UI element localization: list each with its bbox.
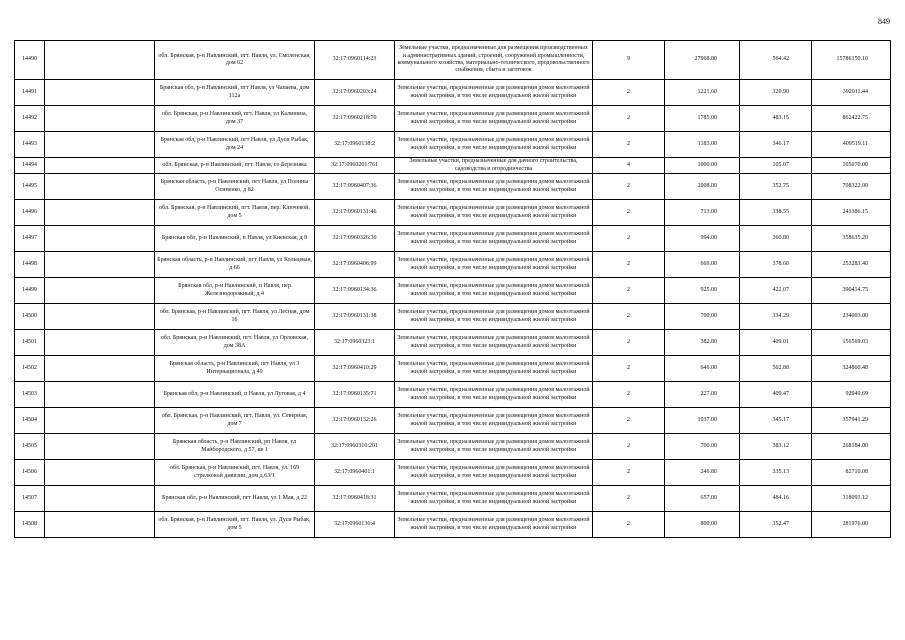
area-cell: 1221.60 [665, 80, 740, 106]
table-row [15, 252, 891, 278]
unit-value-cell: 352.47 [740, 512, 812, 538]
address-cell: Брянская область, р-н Навлинский, пгт Навля, ул Кольцевая, д 66 [155, 252, 315, 278]
cadastral-number-cell: 32:17:0960134:36 [315, 278, 395, 304]
row-id: 14490 [15, 41, 45, 80]
land-use-cell: Земельные участки, предназначенные для размещения домов малоэтажной жилой застройки, в том числе индивидуальной жилой застройки [395, 106, 593, 132]
table-row [15, 460, 891, 486]
table-row [15, 200, 891, 226]
table-row [15, 132, 891, 158]
use-group-cell: 2 [593, 460, 665, 486]
blank-cell [45, 252, 155, 278]
land-use-cell: Земельные участки, предназначенные для размещения домов малоэтажной жилой застройки, в том числе индивидуальной жилой застройки [395, 304, 593, 330]
cadastral-value-cell: 253283.40 [812, 252, 891, 278]
unit-value-cell: 422.07 [740, 278, 812, 304]
row-id: 14493 [15, 132, 45, 158]
area-cell: 925.00 [665, 278, 740, 304]
cadastral-number-cell: 32:17:0960418:31 [315, 486, 395, 512]
cadastral-value-cell: 92949.69 [812, 382, 891, 408]
cadastral-number-cell: 32:17:0960138:2 [315, 132, 395, 158]
table-row [15, 106, 891, 132]
land-use-cell: Земельные участки, предназначенные для размещения домов малоэтажной жилой застройки, в том числе индивидуальной жилой застройки [395, 200, 593, 226]
address-cell: Брянская область, р-н Навлинский, пгт Навля, ул 3 Интернационала, д 49 [155, 356, 315, 382]
land-use-cell: Земельные участки, предназначенные для размещения домов малоэтажной жилой застройки, в том числе индивидуальной жилой застройки [395, 356, 593, 382]
area-cell: 27968.80 [665, 41, 740, 80]
row-id: 14499 [15, 278, 45, 304]
area-cell: 227.00 [665, 382, 740, 408]
address-cell: обл. Брянская, р-н Навлинский, пгт. Навля, ул Орловская, дом 38А [155, 330, 315, 356]
cadastral-value-cell: 105070.00 [812, 158, 891, 174]
use-group-cell: 2 [593, 408, 665, 434]
cadastral-number-cell: 32:17:0960410:29 [315, 356, 395, 382]
area-cell: 1183.00 [665, 132, 740, 158]
address-cell: Брянская обл, р-н Навлинский, п Навля, ул Луговая, д 4 [155, 382, 315, 408]
cadastral-number-cell: 32:17:0960131:46 [315, 200, 395, 226]
cadastral-number-cell: 32:17:0960323:1 [315, 330, 395, 356]
cadastral-number-cell: 32:17:0960406:99 [315, 252, 395, 278]
use-group-cell: 2 [593, 106, 665, 132]
blank-cell [45, 132, 155, 158]
table-row [15, 330, 891, 356]
unit-value-cell: 484.16 [740, 486, 812, 512]
address-cell: Брянская обл, р-н Навлинский, пгт Навля, ул Дуси Рыбак, дом 24 [155, 132, 315, 158]
row-id: 14506 [15, 460, 45, 486]
land-use-cell: Земельные участки, предназначенные для размещения домов малоэтажной жилой застройки, в том числе индивидуальной жилой застройки [395, 486, 593, 512]
table-row [15, 512, 891, 538]
blank-cell [45, 200, 155, 226]
use-group-cell: 2 [593, 304, 665, 330]
cadastral-value-cell: 324860.48 [812, 356, 891, 382]
address-cell: обл. Брянская, р-н Навлинский, пгт. Навля, ул. Дуси Рыбак, дом 5 [155, 512, 315, 538]
cadastral-number-cell: 32:17:0960136:4 [315, 512, 395, 538]
row-id: 14507 [15, 486, 45, 512]
cadastral-number-cell: 32:17:0960135:71 [315, 382, 395, 408]
use-group-cell: 2 [593, 80, 665, 106]
blank-cell [45, 356, 155, 382]
table-row [15, 158, 891, 174]
cadastral-value-cell: 708322.00 [812, 174, 891, 200]
use-group-cell: 9 [593, 41, 665, 80]
cadastral-number-cell: 32:17:0960203:24 [315, 80, 395, 106]
address-cell: Брянская обл, р-н Навлинский, п Навля, пер Железнодорожный, д 4 [155, 278, 315, 304]
unit-value-cell: 320.90 [740, 80, 812, 106]
address-cell: обл. Брянская, р-н Навлинский, пгт. Навля, ул Лесная, дом 16 [155, 304, 315, 330]
area-cell: 994.00 [665, 226, 740, 252]
unit-value-cell: 334.29 [740, 304, 812, 330]
use-group-cell: 2 [593, 486, 665, 512]
blank-cell [45, 330, 155, 356]
use-group-cell: 2 [593, 382, 665, 408]
cadastral-value-cell: 318093.12 [812, 486, 891, 512]
table-row [15, 278, 891, 304]
use-group-cell: 4 [593, 158, 665, 174]
row-id: 14491 [15, 80, 45, 106]
table-row [15, 304, 891, 330]
blank-cell [45, 226, 155, 252]
address-cell: обл. Брянская, р-н Навлинский, пгт. Навля, ул Калинина, дом 37 [155, 106, 315, 132]
cadastral-number-cell: 32:17:0960407:36 [315, 174, 395, 200]
cadastral-number-cell: 32:17:0960114:23 [315, 41, 395, 80]
row-id: 14497 [15, 226, 45, 252]
blank-cell [45, 382, 155, 408]
unit-value-cell: 360.80 [740, 226, 812, 252]
land-use-cell: Земельные участки, предназначенные для размещения домов малоэтажной жилой застройки, в том числе индивидуальной жилой застройки [395, 278, 593, 304]
cadastral-value-cell: 862422.75 [812, 106, 891, 132]
unit-value-cell: 105.07 [740, 158, 812, 174]
row-id: 14492 [15, 106, 45, 132]
table-row [15, 382, 891, 408]
cadastral-value-cell: 357941.29 [812, 408, 891, 434]
address-cell: Брянская обл, р-н Навлинский, п Навля, ул Киевская, д 8 [155, 226, 315, 252]
row-id: 14508 [15, 512, 45, 538]
cadastral-number-cell: 32:17:0960401:1 [315, 460, 395, 486]
unit-value-cell: 378.60 [740, 252, 812, 278]
cadastral-number-cell: 32:17:0960131:38 [315, 304, 395, 330]
blank-cell [45, 512, 155, 538]
land-use-cell: Земельные участки, предназначенные для размещения домов малоэтажной жилой застройки, в том числе индивидуальной жилой застройки [395, 226, 593, 252]
land-use-cell: Земельные участки, предназначенные для размещения домов малоэтажной жилой застройки, в том числе индивидуальной жилой застройки [395, 382, 593, 408]
cadastral-value-cell: 82710.08 [812, 460, 891, 486]
cadastral-value-cell: 268184.00 [812, 434, 891, 460]
use-group-cell: 2 [593, 132, 665, 158]
area-cell: 669.00 [665, 252, 740, 278]
address-cell: Брянская обл, р-н Навлинский, пгт Навля, ул Чапаева, дом 112а [155, 80, 315, 106]
unit-value-cell: 345.17 [740, 408, 812, 434]
use-group-cell: 2 [593, 252, 665, 278]
unit-value-cell: 483.15 [740, 106, 812, 132]
address-cell: обл. Брянская, р-н Навлинский, пгт. Навля, ул. 169 стрелковой дивизии, дом д.63/1 [155, 460, 315, 486]
cadastral-number-cell: 32:17:0960310:201 [315, 434, 395, 460]
address-cell: обл. Брянская, р-н Навлинский, пгт. Навля, со Березняка [155, 158, 315, 174]
area-cell: 800.00 [665, 512, 740, 538]
cadastral-value-cell: 241386.15 [812, 200, 891, 226]
land-use-cell: Земельные участки, предназначенные для размещения домов малоэтажной жилой застройки, в том числе индивидуальной жилой застройки [395, 330, 593, 356]
land-use-cell: Земельные участки, предназначенные для размещения домов малоэтажной жилой застройки, в том числе индивидуальной жилой застройки [395, 460, 593, 486]
table-row [15, 226, 891, 252]
blank-cell [45, 158, 155, 174]
row-id: 14495 [15, 174, 45, 200]
address-cell: обл. Брянская, р-н Навлинский, пгт. Навля, ул. Смоленская, дом 62 [155, 41, 315, 80]
land-use-cell: Земельные участки, предназначенные для размещения домов малоэтажной жилой застройки, в том числе индивидуальной жилой застройки [395, 252, 593, 278]
blank-cell [45, 41, 155, 80]
land-use-cell: Земельные участки, предназначенные для размещения домов малоэтажной жилой застройки, в том числе индивидуальной жилой застройки [395, 408, 593, 434]
blank-cell [45, 486, 155, 512]
table-body [15, 41, 891, 538]
area-cell: 1785.00 [665, 106, 740, 132]
use-group-cell: 2 [593, 356, 665, 382]
table-row [15, 434, 891, 460]
cadastral-value-cell: 234003.00 [812, 304, 891, 330]
unit-value-cell: 564.42 [740, 41, 812, 80]
unit-value-cell: 335.13 [740, 460, 812, 486]
use-group-cell: 2 [593, 434, 665, 460]
cadastral-value-cell: 358635.20 [812, 226, 891, 252]
land-use-cell: Земельные участки, предназначенные для дачного строительства, садоводства и огородничества [395, 158, 593, 174]
row-id: 14500 [15, 304, 45, 330]
row-id: 14498 [15, 252, 45, 278]
area-cell: 1037.00 [665, 408, 740, 434]
cadastral-number-cell: 32:17:0960201:761 [315, 158, 395, 174]
area-cell: 1000.00 [665, 158, 740, 174]
blank-cell [45, 278, 155, 304]
area-cell: 2008.00 [665, 174, 740, 200]
address-cell: обл. Брянская, р-н Навлинский, пгт. Навля, пер. Ключевой, дом 5 [155, 200, 315, 226]
land-use-cell: Земельные участки, предназначенные для размещения домов малоэтажной жилой застройки, в том числе индивидуальной жилой застройки [395, 434, 593, 460]
use-group-cell: 2 [593, 330, 665, 356]
row-id: 14503 [15, 382, 45, 408]
table-row [15, 356, 891, 382]
unit-value-cell: 346.17 [740, 132, 812, 158]
page-number: 849 [878, 17, 890, 26]
cadastral-number-cell: 32:17:0960132:26 [315, 408, 395, 434]
row-id: 14501 [15, 330, 45, 356]
row-id: 14505 [15, 434, 45, 460]
area-cell: 246.80 [665, 460, 740, 486]
cadastral-value-cell: 156569.03 [812, 330, 891, 356]
address-cell: обл. Брянская, р-н Навлинский, пгт. Навля, ул. Северная, дом 7 [155, 408, 315, 434]
use-group-cell: 2 [593, 278, 665, 304]
blank-cell [45, 408, 155, 434]
use-group-cell: 2 [593, 174, 665, 200]
table-row [15, 80, 891, 106]
unit-value-cell: 409.47 [740, 382, 812, 408]
cadastral-number-cell: 32:17:0960326:30 [315, 226, 395, 252]
unit-value-cell: 502.88 [740, 356, 812, 382]
row-id: 14504 [15, 408, 45, 434]
cadastral-value-cell: 390414.75 [812, 278, 891, 304]
blank-cell [45, 174, 155, 200]
cadastral-value-cell: 392011.44 [812, 80, 891, 106]
blank-cell [45, 80, 155, 106]
table-row [15, 41, 891, 80]
table-row [15, 486, 891, 512]
unit-value-cell: 352.75 [740, 174, 812, 200]
cadastral-value-cell: 281976.00 [812, 512, 891, 538]
area-cell: 657.00 [665, 486, 740, 512]
area-cell: 713.00 [665, 200, 740, 226]
land-use-cell: Земельные участки, предназначенные для размещения домов малоэтажной жилой застройки, в том числе индивидуальной жилой застройки [395, 132, 593, 158]
address-cell: Брянская обл, р-н Навлинский, пгт Навля, ул 1 Мая, д 22 [155, 486, 315, 512]
cadastral-number-cell: 32:17:0960218:70 [315, 106, 395, 132]
row-id: 14496 [15, 200, 45, 226]
cadastral-value-table [14, 40, 891, 538]
address-cell: Брянская область, р-н Навлинский, рп Навля, ул Майбородского, д 57, кв 1 [155, 434, 315, 460]
area-cell: 700.00 [665, 434, 740, 460]
use-group-cell: 2 [593, 200, 665, 226]
unit-value-cell: 338.55 [740, 200, 812, 226]
table-row [15, 174, 891, 200]
blank-cell [45, 460, 155, 486]
unit-value-cell: 383.12 [740, 434, 812, 460]
land-use-cell: Земельные участки, предназначенные для размещения домов малоэтажной жилой застройки, в том числе индивидуальной жилой застройки [395, 174, 593, 200]
blank-cell [45, 106, 155, 132]
row-id: 14502 [15, 356, 45, 382]
unit-value-cell: 409.01 [740, 330, 812, 356]
use-group-cell: 2 [593, 512, 665, 538]
use-group-cell: 2 [593, 226, 665, 252]
cadastral-value-cell: 409519.11 [812, 132, 891, 158]
cadastral-value-cell: 15786150.10 [812, 41, 891, 80]
blank-cell [45, 304, 155, 330]
land-use-cell: Земельные участки, предназначенные для размещения производственных и административных зданий, строений, сооружений промышленности, коммунального хозяйства, материально-технического, продовольственного снабжения, сбыта и заготовок [395, 41, 593, 80]
land-use-cell: Земельные участки, предназначенные для размещения домов малоэтажной жилой застройки, в том числе индивидуальной жилой застройки [395, 512, 593, 538]
area-cell: 646.00 [665, 356, 740, 382]
blank-cell [45, 434, 155, 460]
table-row [15, 408, 891, 434]
row-id: 14494 [15, 158, 45, 174]
address-cell: Брянская область, р-н Навлинский, пгт Навля, ул Полины Осипенко, д 82 [155, 174, 315, 200]
area-cell: 700.00 [665, 304, 740, 330]
area-cell: 382.80 [665, 330, 740, 356]
land-use-cell: Земельные участки, предназначенные для размещения домов малоэтажной жилой застройки, в том числе индивидуальной жилой застройки [395, 80, 593, 106]
